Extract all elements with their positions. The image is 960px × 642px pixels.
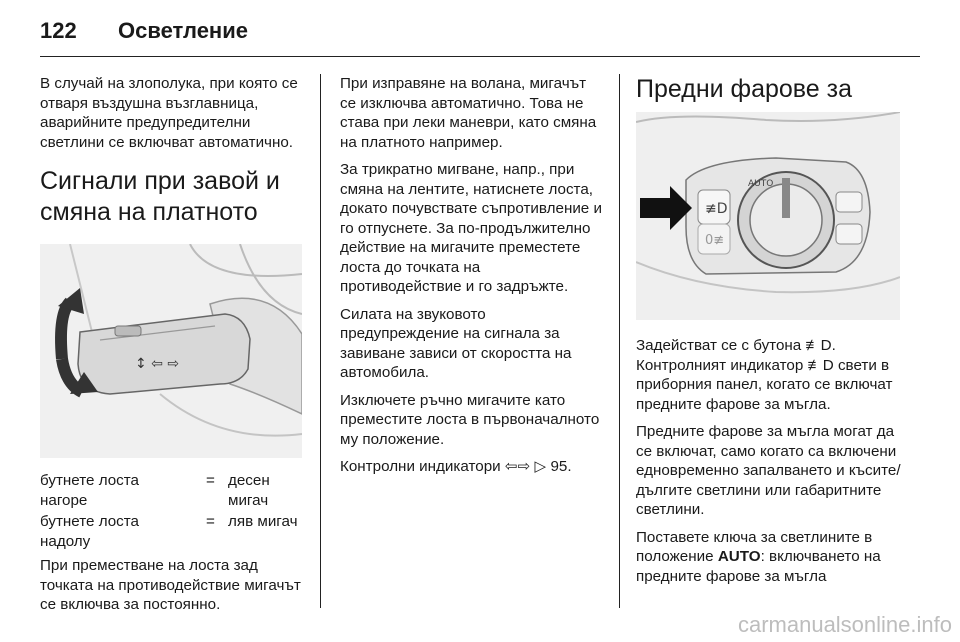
fog-auto-text-2: : включването на предните фарове за мъгла bbox=[636, 548, 881, 585]
fog-lights-heading: Предни фарове за bbox=[636, 75, 853, 103]
paragraph-fog-conditions: Предните фарове за мъгла могат да се включат, само когато са включени едновременно запалването и късите/дългите светлини или габаритните светлини. bbox=[636, 423, 901, 518]
auto-label: AUTO bbox=[748, 179, 774, 189]
column-3 bbox=[636, 336, 908, 594]
turn-signal-lever-figure bbox=[40, 244, 302, 458]
fog-auto-text: Поставете ключа за светлините в положение bbox=[636, 528, 873, 565]
definition-equals: = bbox=[206, 513, 215, 530]
fog-indicator-text-2: свети в приборния панел, когато се включат предните фарове за мъгла. bbox=[636, 356, 893, 413]
svg-text:0≢: 0≢ bbox=[705, 233, 725, 248]
definition-term: бутнете лоста нагоре bbox=[40, 472, 139, 509]
light-switch-illustration bbox=[636, 112, 900, 320]
definition-row-down bbox=[40, 512, 302, 553]
definition-row-up bbox=[40, 471, 302, 512]
column-divider-2 bbox=[619, 74, 620, 608]
definition-term: бутнете лоста надолу bbox=[40, 513, 139, 550]
paragraph-steering: При изправяне на волана, мигачът се изключва автоматично. Това не става при леки маневри, като смяна на платното например. bbox=[340, 75, 597, 151]
turn-signals-heading: Сигнали при завой и смяна на платното bbox=[40, 167, 280, 226]
indicators-page-ref[interactable]: 95. bbox=[550, 458, 572, 475]
lever-illustration bbox=[40, 244, 302, 458]
fog-light-icon: ≢D. bbox=[805, 337, 836, 354]
paragraph-manual-off: Изключете ръчно мигачите като преместите лоста в първоначалното му положение. bbox=[340, 391, 600, 448]
intro-paragraph: В случай на злополука, при която се отваря въздушна възглавница, аварийните предупредителни светлини се включват автоматично. bbox=[40, 75, 298, 151]
fog-indicator-icon: ≢D bbox=[807, 356, 834, 374]
fog-light-switch-figure bbox=[636, 112, 900, 320]
paragraph-indicators bbox=[340, 457, 606, 477]
column-1 bbox=[40, 74, 308, 244]
indicators-text: Контролни индикатори bbox=[340, 458, 501, 475]
lever-definitions bbox=[40, 471, 302, 553]
outro-paragraph: При преместване на лоста зад точката на противодействие мигачът се включва за постоянно. bbox=[40, 557, 301, 613]
auto-keyword: AUTO bbox=[717, 548, 761, 565]
paragraph-triple-flash: За трикратно мигване, напр., при смяна на лентите, натиснете лоста, докато почувствате съпротивление и го отпуснете. За по-продължително действие на мигачите преместете лоста до точката на противодействие и го задръжте. bbox=[340, 161, 602, 295]
svg-text:≢D: ≢D bbox=[705, 201, 728, 217]
fog-indicator-text: Контролният индикатор bbox=[636, 356, 804, 374]
paragraph-fog-auto bbox=[636, 528, 908, 587]
page-header bbox=[40, 18, 920, 58]
watermark: carmanualsonline.info bbox=[737, 612, 952, 637]
column-divider-1 bbox=[320, 74, 321, 608]
header-rule bbox=[40, 56, 920, 57]
svg-text:↕ ⇦ ⇨: ↕ ⇦ ⇨ bbox=[135, 356, 180, 372]
page-title: Осветление bbox=[118, 18, 248, 43]
fog-button-text: Задействат се с бутона bbox=[636, 337, 802, 354]
paragraph-fog-activate bbox=[636, 336, 908, 414]
column-1-bottom bbox=[40, 556, 308, 623]
definition-value: десен мигач bbox=[228, 472, 270, 509]
turn-signal-icon: ⇦⇨ bbox=[504, 458, 531, 475]
column-2 bbox=[340, 74, 606, 485]
paragraph-sound: Силата на звуковото предупреждение на сигнала за завиване зависи от скоростта на автомобила. bbox=[340, 305, 572, 381]
definition-equals: = bbox=[206, 472, 215, 489]
page-number: 122 bbox=[40, 18, 77, 43]
definition-value: ляв мигач bbox=[228, 513, 298, 530]
reference-triangle-icon: ▷ bbox=[534, 458, 547, 475]
